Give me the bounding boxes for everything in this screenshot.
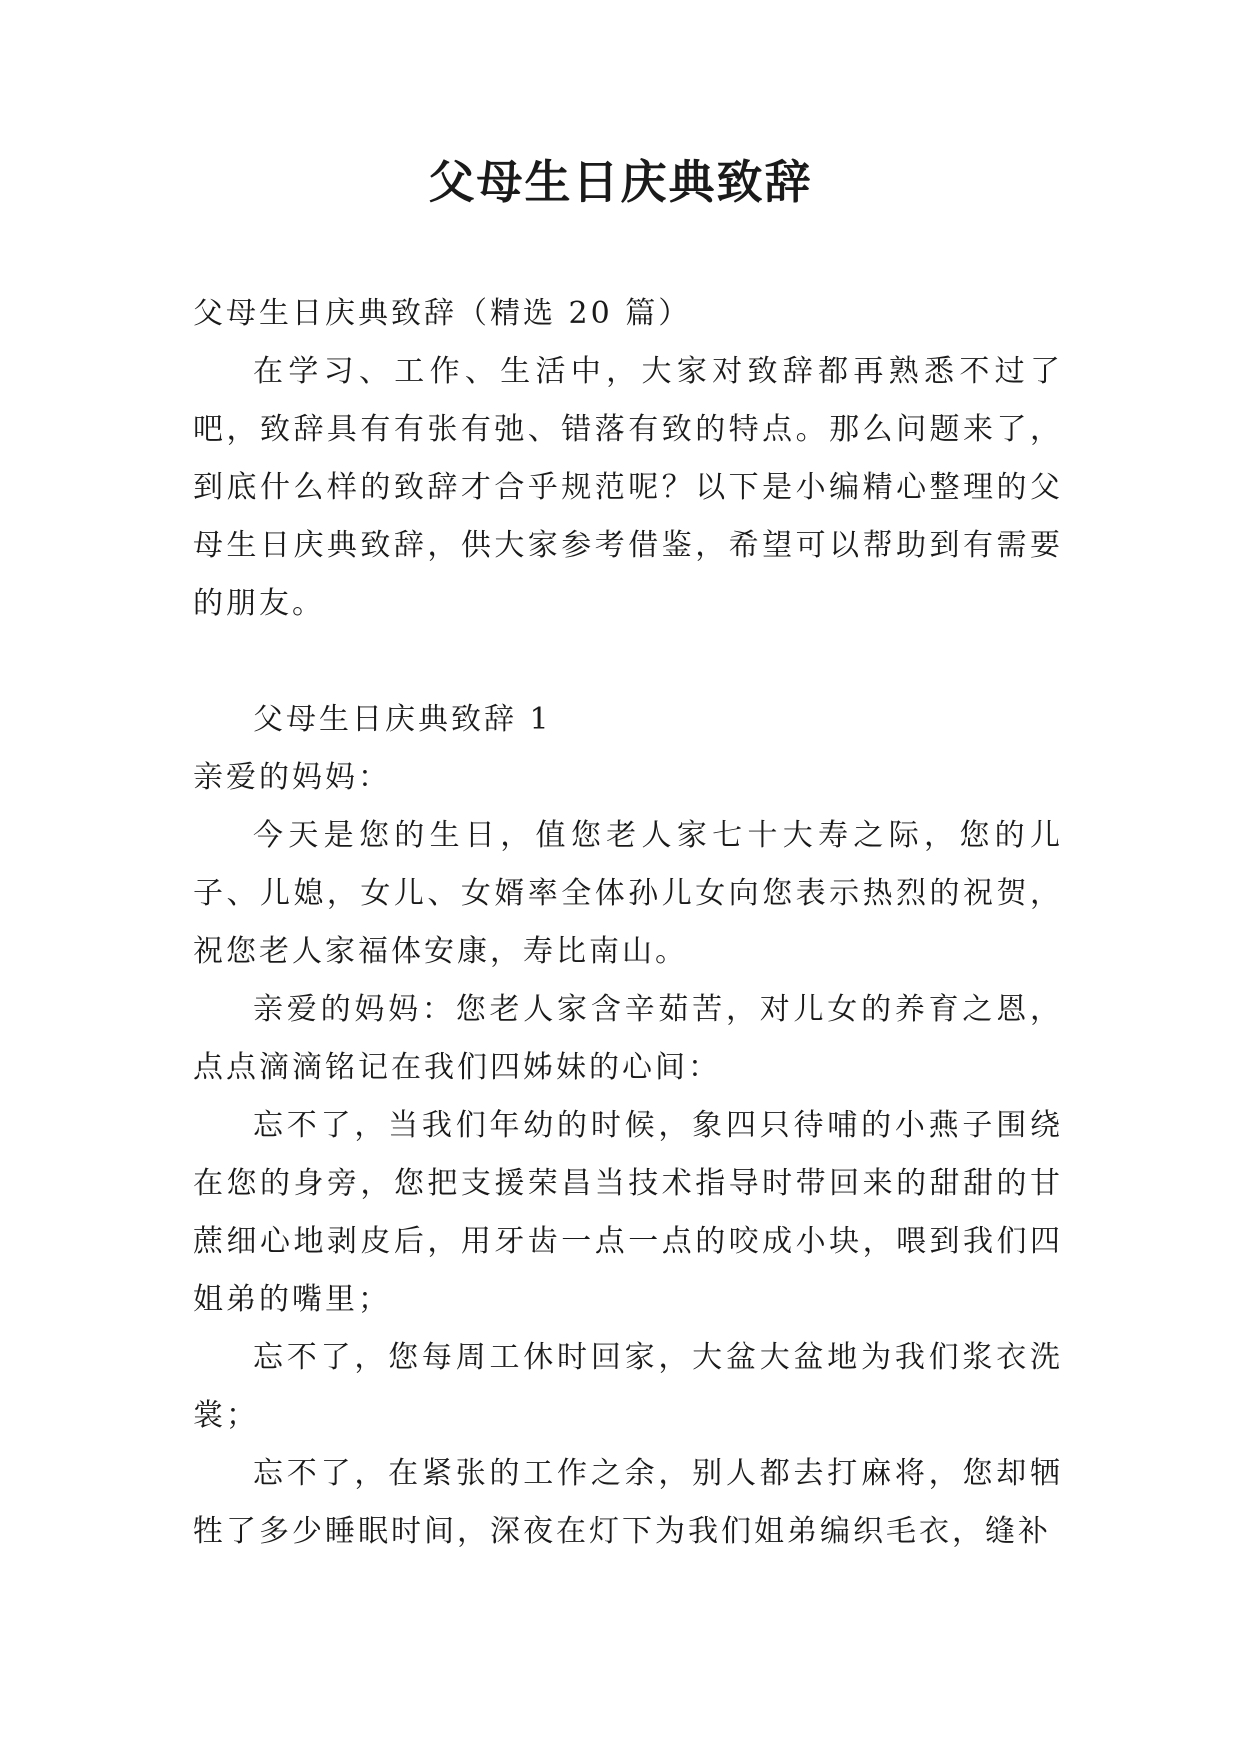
section-heading: 父母生日庆典致辞 1 (253, 702, 552, 737)
document-title: 父母生日庆典致辞 (428, 155, 813, 209)
intro-paragraph: 在学习、工作、生活中，大家对致辞都再熟悉不过了吧，致辞具有有张有弛、错落有致的特点。那么问题来了，到底什么样的致辞才合乎规范呢？以下是小编精心整理的父母生日庆典致辞，供大家参考借鉴，希望可以帮助到有需要的朋友。 (193, 354, 1063, 621)
section-spacer (193, 633, 1063, 691)
salutation: 亲爱的妈妈： (193, 760, 391, 795)
document-subtitle: 父母生日庆典致辞（精选 20 篇） (193, 296, 692, 331)
body-paragraph: 亲爱的妈妈：您老人家含辛茹苦，对儿女的养育之恩，点点滴滴铭记在我们四姊妹的心间： (193, 992, 1063, 1085)
body-paragraph: 忘不了，当我们年幼的时候，象四只待哺的小燕子围绕在您的身旁，您把支援荣昌当技术指导时带回来的甜甜的甘蔗细心地剥皮后，用牙齿一点一点的咬成小块，喂到我们四姐弟的嘴里； (193, 1108, 1063, 1317)
body-paragraph: 忘不了，您每周工休时回家，大盆大盆地为我们浆衣洗裳； (193, 1340, 1063, 1433)
body-paragraph: 忘不了，在紧张的工作之余，别人都去打麻将，您却牺牲了多少睡眠时间，深夜在灯下为我们姐弟编织毛衣，缝补 (193, 1456, 1063, 1549)
document-body (193, 285, 1063, 1561)
body-paragraph: 今天是您的生日，值您老人家七十大寿之际，您的儿子、儿媳，女儿、女婿率全体孙儿女向您表示热烈的祝贺，祝您老人家福体安康，寿比南山。 (193, 818, 1063, 969)
